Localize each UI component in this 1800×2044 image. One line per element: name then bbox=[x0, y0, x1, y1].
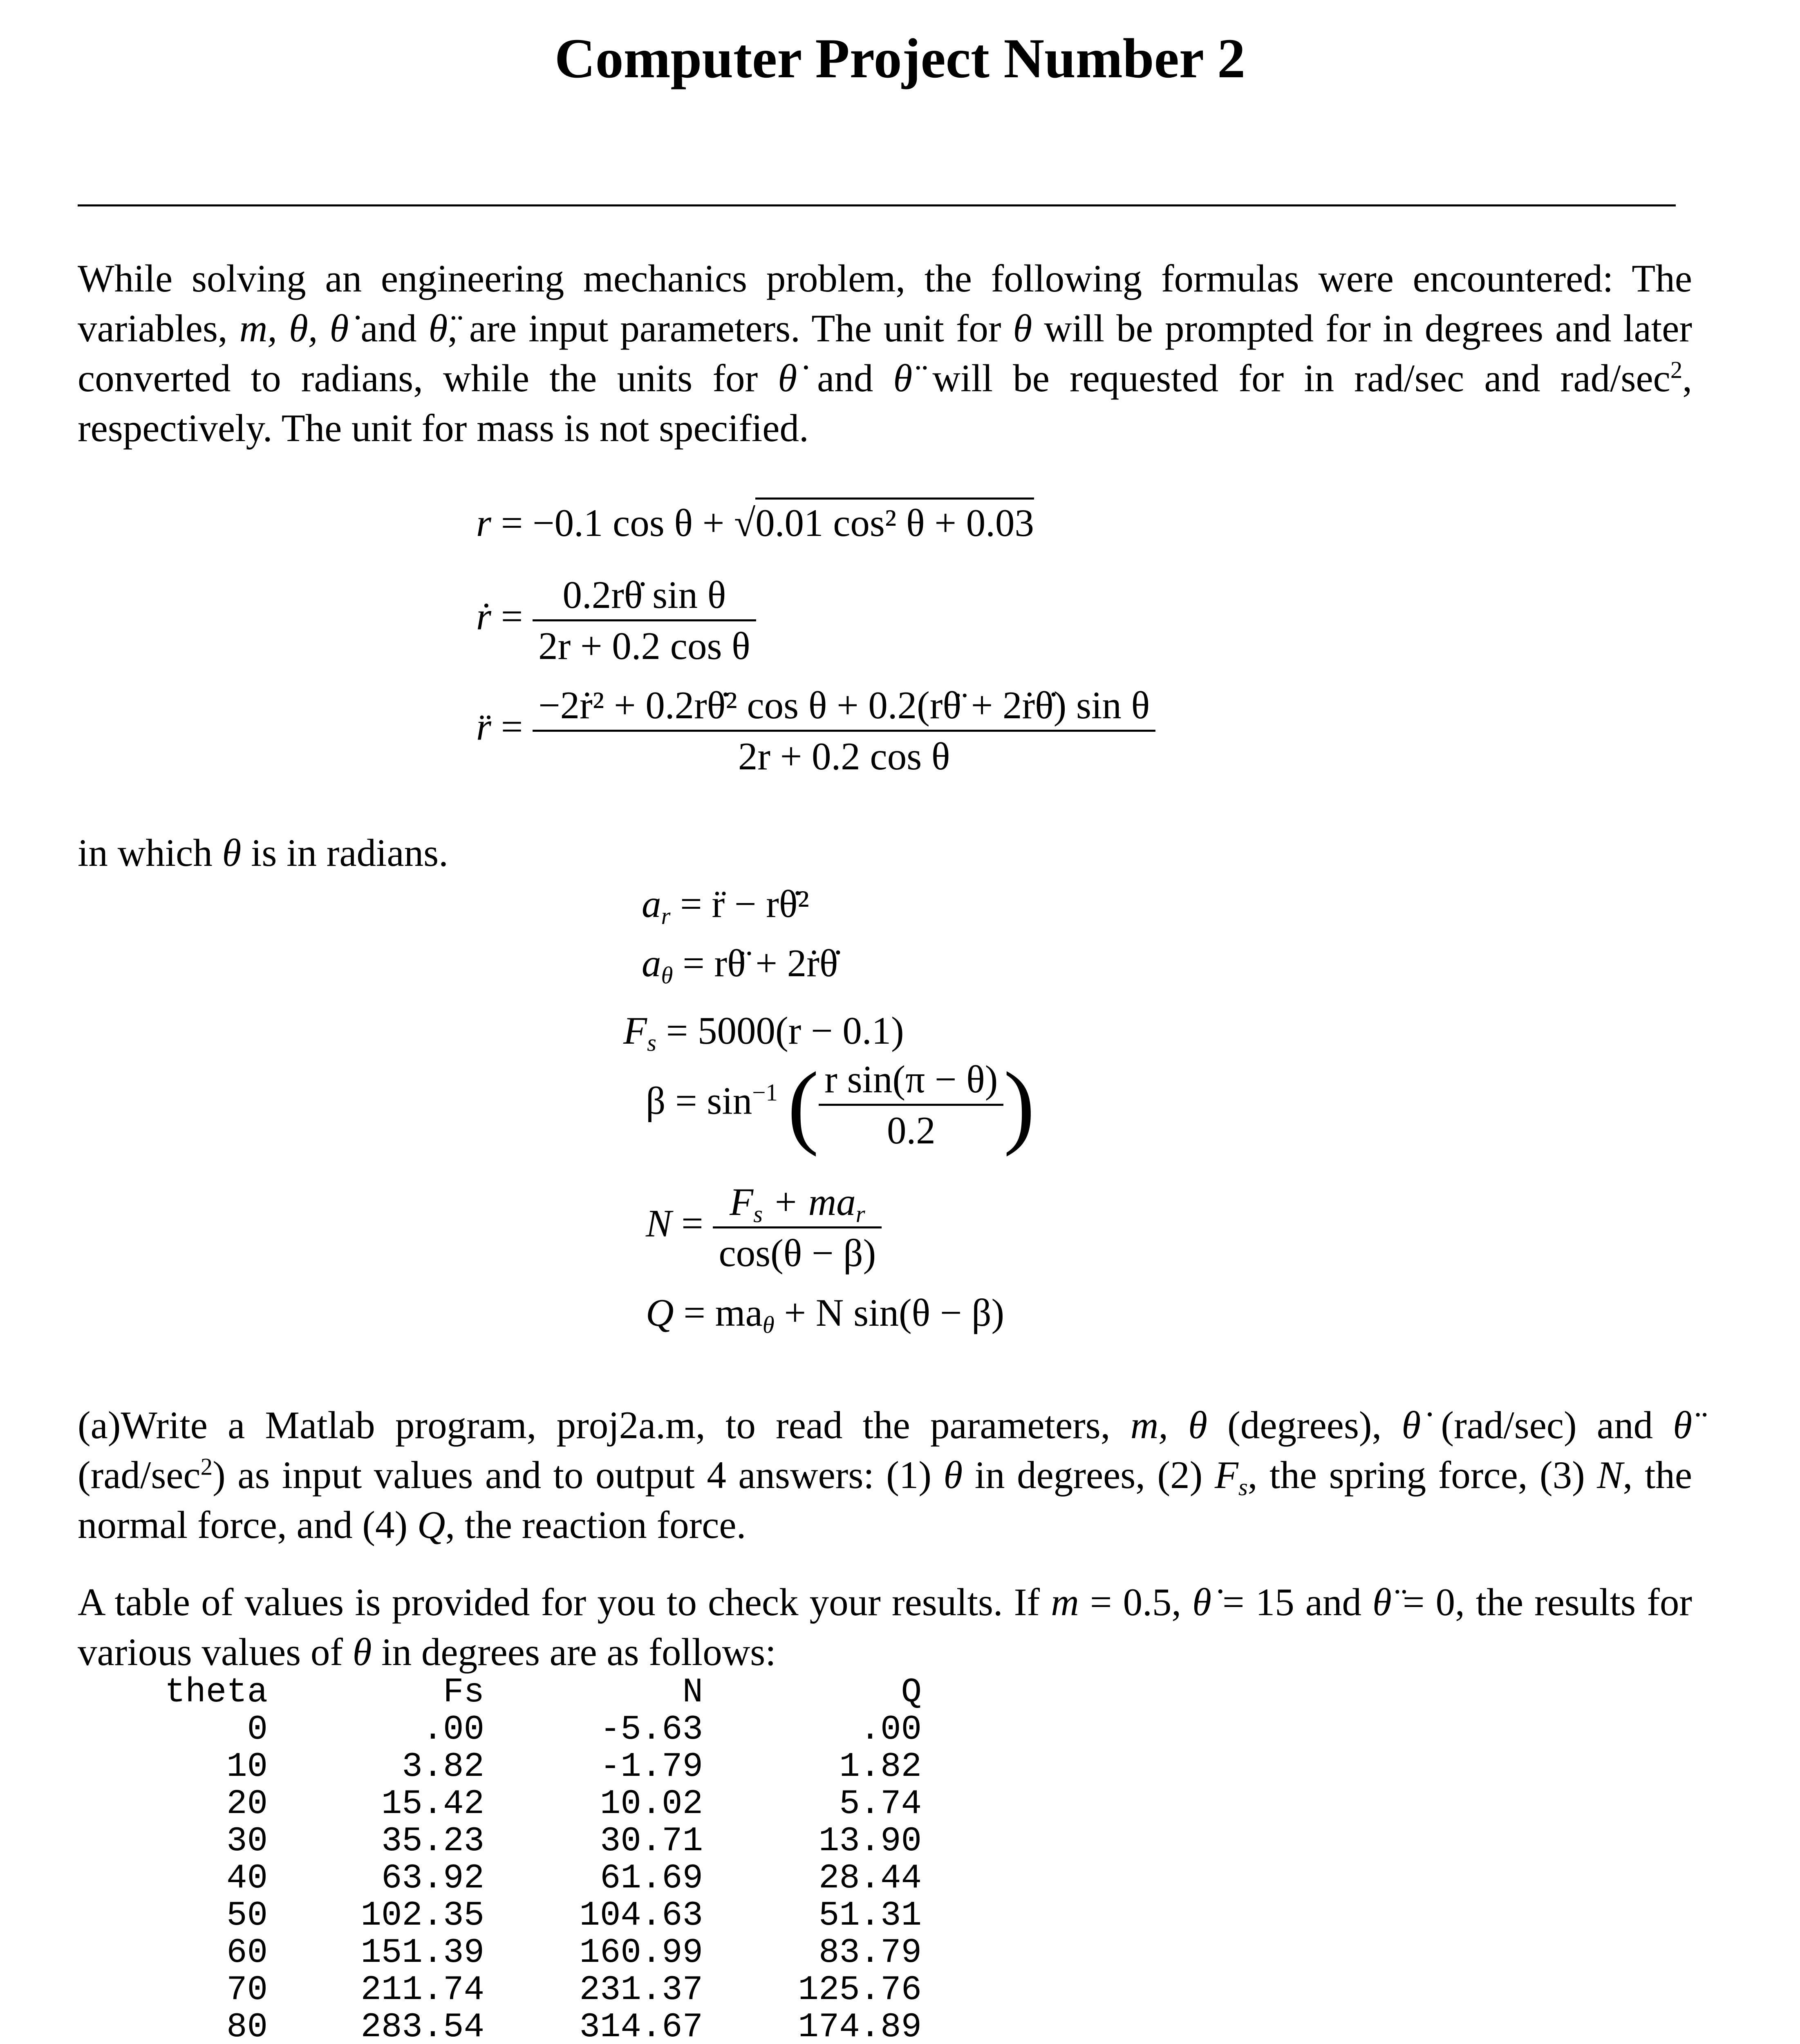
table-cell: 40 bbox=[226, 1859, 268, 1898]
equation-r bbox=[476, 498, 1034, 548]
equation-rdot bbox=[476, 570, 756, 670]
table-cell: 30.71 bbox=[600, 1822, 703, 1861]
eq-n-numerator bbox=[713, 1177, 882, 1228]
intro-text-2: and bbox=[349, 307, 429, 350]
intro-paragraph bbox=[78, 253, 1692, 453]
eq-ar-lhs: a bbox=[642, 882, 661, 926]
intro-var-5: θ̈ bbox=[893, 356, 913, 400]
table-cell: 231.37 bbox=[579, 1971, 703, 2010]
part-a-text-3: (rad/sec) and bbox=[1421, 1403, 1673, 1447]
results-table bbox=[159, 1674, 922, 2044]
table-cell: 70 bbox=[226, 1971, 268, 2010]
part-a-text-9: , the reaction force. bbox=[445, 1503, 746, 1546]
part-a-text-5: ) as input values and to output 4 answers: (1) bbox=[213, 1453, 944, 1497]
equation-atheta bbox=[642, 938, 838, 988]
equation-ar bbox=[642, 879, 809, 929]
table-cell: 63.92 bbox=[381, 1859, 484, 1898]
part-a-math-2: θ̇ bbox=[1401, 1403, 1421, 1447]
table-intro-text-4: = 0, the results for various values of bbox=[78, 1580, 1693, 1674]
intro-text-7: , respectively. The unit for mass is not specified. bbox=[78, 356, 1693, 450]
intro-text-4: will be prompted for in degrees and later converted to radians, while the units for bbox=[78, 307, 1693, 400]
intro-var-2: θ̈ bbox=[428, 307, 448, 350]
part-a-text-2: (degrees), bbox=[1207, 1403, 1402, 1447]
eq-beta-denominator: 0.2 bbox=[887, 1109, 936, 1152]
eq-rdot-equals: = bbox=[501, 594, 523, 638]
table-row bbox=[159, 1711, 922, 1748]
eq-fs-sub: s bbox=[647, 1029, 656, 1056]
table-cell: 51.31 bbox=[818, 1896, 922, 1935]
table-cell: 125.76 bbox=[798, 1971, 922, 2010]
eq-q-rhs-a: = ma bbox=[683, 1291, 763, 1334]
eq-ar-sub: r bbox=[661, 903, 671, 930]
table-intro-math-4: θ bbox=[352, 1630, 372, 1674]
eq-q-lhs: Q bbox=[646, 1291, 674, 1334]
eq-r-sqrt-symbol: √ bbox=[734, 501, 756, 545]
eq-q-sub: θ bbox=[762, 1311, 775, 1338]
eq-rdot-numerator: 0.2rθ̇ sin θ bbox=[533, 570, 756, 621]
table-row bbox=[159, 1786, 922, 1823]
intro-text-1: While solving an engineering mechanics problem, the following formulas were encountered: The variables, bbox=[78, 257, 1692, 350]
table-intro-text-1: A table of values is provided for you to check your results. If bbox=[78, 1580, 1051, 1624]
table-row bbox=[159, 1823, 922, 1860]
eq-ar-rhs: = r̈ − rθ̇² bbox=[680, 882, 809, 926]
table-cell: 28.44 bbox=[818, 1859, 922, 1898]
equation-q bbox=[646, 1288, 1004, 1338]
table-row bbox=[159, 1748, 922, 1786]
eq-n-denominator: cos(θ − β) bbox=[719, 1231, 876, 1275]
table-cell: 1.82 bbox=[839, 1748, 922, 1786]
eq-atheta-sub: θ bbox=[661, 962, 673, 989]
eq-rdot-denominator: 2r + 0.2 cos θ bbox=[538, 624, 750, 668]
eq-beta-paren-close: ) bbox=[1003, 1052, 1035, 1157]
eq-fs-lhs: F bbox=[623, 1009, 647, 1052]
eq-rddot-lhs: r̈ bbox=[476, 705, 491, 749]
table-cell: 10 bbox=[226, 1748, 268, 1786]
table-cell: -5.63 bbox=[600, 1710, 703, 1749]
intro-var-3: θ bbox=[1013, 307, 1032, 350]
table-cell: 314.67 bbox=[579, 2008, 703, 2044]
part-a-text-1: (a)Write a Matlab program, proj2a.m, to read the parameters, bbox=[78, 1403, 1131, 1447]
table-row bbox=[159, 1934, 922, 1972]
eq-beta-paren-open: ( bbox=[787, 1052, 819, 1157]
part-a-math-4: θ bbox=[943, 1453, 963, 1497]
table-cell: 61.69 bbox=[600, 1859, 703, 1898]
eq-beta-sup: −1 bbox=[752, 1079, 778, 1106]
table-cell: 160.99 bbox=[579, 1934, 703, 1972]
eq-rddot-fraction bbox=[533, 681, 1155, 781]
table-intro-text-2: = 0.5, bbox=[1079, 1580, 1193, 1624]
radians-note-post: is in radians. bbox=[241, 831, 448, 874]
table-cell: 211.74 bbox=[360, 1971, 484, 2010]
eq-r-rhs: = −0.1 cos θ + bbox=[501, 501, 734, 545]
part-a-sup: 2 bbox=[200, 1453, 213, 1480]
eq-n-num-rest: + ma bbox=[763, 1180, 856, 1224]
radians-note bbox=[78, 828, 448, 878]
intro-var-4: θ̇ bbox=[778, 356, 797, 400]
table-cell: 13.90 bbox=[818, 1822, 922, 1861]
eq-n-num-sub2: r bbox=[855, 1201, 865, 1228]
eq-rddot-equals: = bbox=[501, 705, 523, 749]
part-a-math-7: Q bbox=[417, 1503, 446, 1546]
eq-fs-rhs: = 5000(r − 0.1) bbox=[666, 1009, 904, 1052]
table-cell: 104.63 bbox=[579, 1896, 703, 1935]
equation-rddot bbox=[476, 681, 1155, 781]
table-intro-paragraph bbox=[78, 1577, 1692, 1677]
eq-n-num-sub: s bbox=[753, 1201, 763, 1228]
table-cell: 83.79 bbox=[818, 1934, 922, 1972]
part-a-math-1: m, θ bbox=[1130, 1403, 1207, 1447]
intro-text-6: will be requested for in rad/sec and rad/sec bbox=[912, 356, 1670, 400]
table-cell: 80 bbox=[226, 2008, 268, 2044]
eq-rddot-numerator: −2ṙ² + 0.2rθ̇² cos θ + 0.2(rθ̈ + 2ṙθ̇) sin θ bbox=[533, 681, 1155, 732]
table-cell: .00 bbox=[422, 1710, 484, 1749]
table-header-cell: theta bbox=[164, 1673, 268, 1712]
eq-n-equals: = bbox=[681, 1201, 703, 1245]
table-cell: 102.35 bbox=[360, 1896, 484, 1935]
eq-rddot-denominator: 2r + 0.2 cos θ bbox=[738, 735, 950, 778]
table-cell: 30 bbox=[226, 1822, 268, 1861]
table-cell: 174.89 bbox=[798, 2008, 922, 2044]
table-cell: 283.54 bbox=[360, 2008, 484, 2044]
part-a-paragraph bbox=[78, 1400, 1692, 1550]
table-row bbox=[159, 1860, 922, 1897]
table-cell: 15.42 bbox=[381, 1785, 484, 1824]
table-cell: 60 bbox=[226, 1934, 268, 1972]
page-title: Computer Project Number 2 bbox=[554, 27, 1246, 90]
part-a-math-3: θ̈ bbox=[1673, 1403, 1692, 1447]
table-row bbox=[159, 1897, 922, 1934]
table-header-row bbox=[159, 1674, 922, 1711]
table-cell: 151.39 bbox=[360, 1934, 484, 1972]
part-a-math-6: N bbox=[1597, 1453, 1623, 1497]
eq-beta-lhs: β = sin bbox=[646, 1079, 752, 1123]
table-header-cell: Fs bbox=[443, 1673, 484, 1712]
part-a-math-5-sub: s bbox=[1238, 1474, 1248, 1501]
table-cell: -1.79 bbox=[600, 1748, 703, 1786]
eq-rdot-fraction bbox=[533, 570, 756, 670]
part-a-text-6: in degrees, (2) bbox=[963, 1453, 1215, 1497]
table-cell: 20 bbox=[226, 1785, 268, 1824]
table-cell: .00 bbox=[860, 1710, 922, 1749]
part-a-text-8: , the normal force, and (4) bbox=[78, 1453, 1692, 1546]
table-row bbox=[159, 2009, 922, 2044]
table-intro-text-3: = 15 and bbox=[1211, 1580, 1373, 1624]
table-row bbox=[159, 1972, 922, 2009]
eq-beta-numerator: r sin(π − θ) bbox=[819, 1055, 1003, 1106]
table-intro-text-5: in degrees are as follows: bbox=[372, 1630, 776, 1674]
table-cell: 3.82 bbox=[402, 1748, 484, 1786]
part-a-text-4: (rad/sec bbox=[78, 1453, 201, 1497]
eq-n-fraction bbox=[713, 1177, 882, 1278]
table-cell: 5.74 bbox=[839, 1785, 922, 1824]
equation-beta bbox=[646, 1052, 1035, 1157]
part-a-text-7: , the spring force, (3) bbox=[1247, 1453, 1597, 1497]
eq-atheta-rhs: = rθ̈ + 2ṙθ̇ bbox=[683, 941, 838, 985]
table-cell: 50 bbox=[226, 1896, 268, 1935]
intro-text-5: and bbox=[797, 356, 893, 400]
table-cell: 0 bbox=[247, 1710, 268, 1749]
part-a-math-5: F bbox=[1214, 1453, 1238, 1497]
table-intro-math-3: θ̈ bbox=[1372, 1580, 1392, 1624]
equation-fs bbox=[623, 1006, 904, 1056]
intro-text-3: , are input parameters. The unit for bbox=[448, 307, 1013, 350]
table-cell: 35.23 bbox=[381, 1822, 484, 1861]
equation-n bbox=[646, 1177, 882, 1278]
eq-beta-fraction bbox=[819, 1055, 1003, 1155]
title-divider bbox=[78, 204, 1676, 206]
table-cell: 10.02 bbox=[600, 1785, 703, 1824]
eq-atheta-lhs: a bbox=[642, 941, 661, 985]
table-header-cell: N bbox=[682, 1673, 703, 1712]
table-intro-math-2: θ̇ bbox=[1192, 1580, 1211, 1624]
eq-n-lhs: N bbox=[646, 1201, 672, 1245]
radians-note-pre: in which bbox=[78, 831, 222, 874]
eq-r-sqrt-content: 0.01 cos² θ + 0.03 bbox=[755, 498, 1034, 545]
radians-note-var: θ bbox=[222, 831, 242, 874]
eq-q-rhs-b: + N sin(θ − β) bbox=[774, 1291, 1005, 1334]
eq-r-lhs: r bbox=[476, 501, 491, 545]
eq-rdot-lhs: ṙ bbox=[476, 594, 491, 638]
eq-n-num-f: F bbox=[730, 1180, 754, 1224]
intro-var-1: m, θ, θ̇ bbox=[239, 307, 349, 350]
table-intro-math-1: m bbox=[1051, 1580, 1079, 1624]
intro-superscript: 2 bbox=[1670, 356, 1683, 383]
table-header-cell: Q bbox=[901, 1673, 922, 1712]
